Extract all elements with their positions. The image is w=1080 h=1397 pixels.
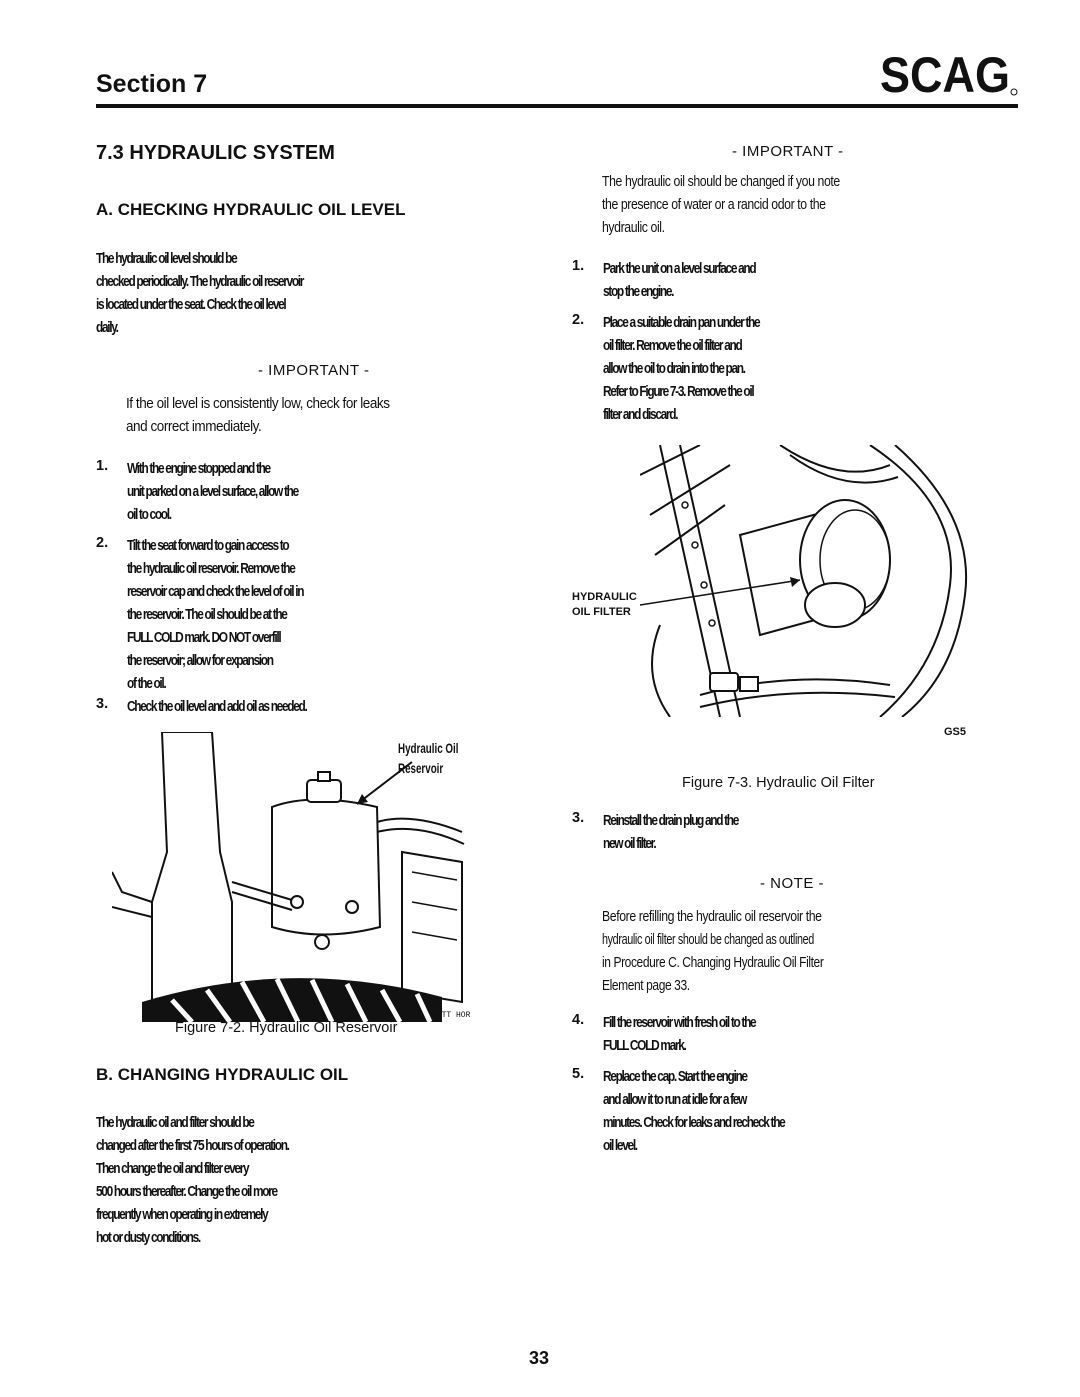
right-step-4-number: 4. [572, 1012, 585, 1028]
right-step-5-number: 5. [572, 1066, 585, 1082]
reservoir-callout: Hydraulic Oil Reservoir [398, 740, 459, 776]
svg-text:SCAG: SCAG [880, 50, 1010, 98]
figure-3-code: GS5 [944, 726, 967, 738]
right-step-1-number: 1. [572, 258, 585, 274]
note-label: - NOTE - [760, 875, 824, 892]
subheading-b: B. CHANGING HYDRAULIC OIL [96, 1065, 349, 1084]
changing-oil-paragraph: The hydraulic oil and filter should be changed after the first 75 hours of operation. Then change the oil and filter every 500 hours thereafter. Change the oil more frequently when operating in extremely hot or dusty conditions. [96, 1115, 289, 1246]
important-label-left: - IMPORTANT - [258, 362, 370, 379]
step-1-number: 1. [96, 458, 109, 474]
right-step-3-number: 3. [572, 810, 585, 826]
right-step-1-text: Park the unit on a level surface and stop the engine. [603, 261, 756, 300]
step-3-number: 3. [96, 696, 109, 712]
important-label-right: - IMPORTANT - [732, 143, 844, 160]
subheading-a: A. CHECKING HYDRAULIC OIL LEVEL [96, 200, 406, 219]
main-heading: 7.3 HYDRAULIC SYSTEM [96, 142, 335, 164]
intro-paragraph: The hydraulic oil level should be checked periodically. The hydraulic oil reservoir is located under the seat. Check the oil level daily. [96, 251, 304, 336]
scag-logo [880, 50, 1018, 98]
right-step-5-text: Replace the cap. Start the engine and allow it to run at idle for a few minutes. Check for leaks and recheck the oil level. [603, 1069, 785, 1154]
right-step-2-number: 2. [572, 312, 585, 328]
filter-callout: HYDRAULIC OIL FILTER [572, 591, 637, 618]
step-2-text: Tilt the seat forward to gain access to the hydraulic oil reservoir. Remove the reservoir cap and check the level of oil in the reservoir. The oil should be at the FULL COLD mark. DO NOT overfill the reservoir; allow for expansion of the oil. [127, 538, 304, 692]
page-number: 33 [529, 1348, 550, 1368]
right-step-4-text: Fill the reservoir with fresh oil to the FULL COLD mark. [603, 1015, 756, 1054]
figure-3-caption: Figure 7-3. Hydraulic Oil Filter [682, 775, 875, 791]
figure-2-code: BSTT HOR [432, 1011, 471, 1020]
section-title: Section 7 [96, 70, 208, 98]
important-text-left: If the oil level is consistently low, check for leaks and correct immediately. [126, 395, 390, 435]
step-3-text: Check the oil level and add oil as needed. [127, 699, 307, 715]
important-text-right: The hydraulic oil should be changed if you note the presence of water or a rancid odor to the hydraulic oil. [602, 173, 840, 236]
right-step-2-text: Place a suitable drain pan under the oil filter. Remove the oil filter and allow the oil to drain into the pan. Refer to Figure 7-3. Remove the oil filter and discard. [603, 315, 760, 423]
step-2-number: 2. [96, 535, 109, 551]
header-rule [96, 104, 1018, 108]
step-1-text: With the engine stopped and the unit parked on a level surface, allow the oil to cool. [127, 461, 298, 523]
right-step-3-text: Reinstall the drain plug and the new oil filter. [603, 813, 739, 852]
note-text: Before refilling the hydraulic oil reservoir the hydraulic oil filter should be changed as outlined in Procedure C. Changing Hydraulic Oil Filter Element page 33. [602, 908, 824, 994]
hydraulic-oil-filter-figure [640, 445, 970, 717]
figure-2-caption: Figure 7-2. Hydraulic Oil Reservoir [175, 1020, 398, 1036]
